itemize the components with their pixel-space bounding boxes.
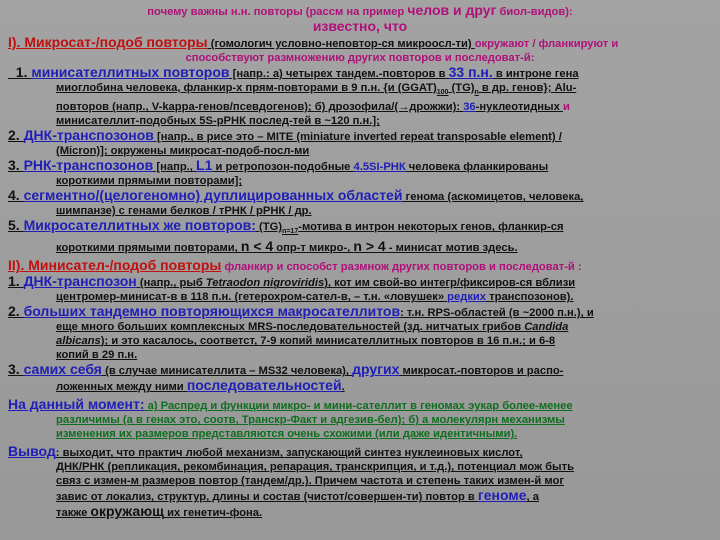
text-segment: ДНК-транспозонов <box>23 128 154 144</box>
text-line-v1 <box>8 444 712 460</box>
text-line-q3b <box>8 378 712 394</box>
text-line-s1 <box>8 35 712 51</box>
text-segment: и <box>562 101 570 114</box>
text-segment: почему важны н.н. повторы (рассм на пример <box>147 6 408 18</box>
text-line-q2b <box>8 320 712 334</box>
text-line-v1e <box>8 504 712 520</box>
text-segment: короткими прямыми повторами]; <box>56 175 243 188</box>
text-line-title2 <box>8 19 712 35</box>
text-segment: транспозонов). <box>486 291 574 304</box>
text-segment: других <box>352 362 400 378</box>
text-segment: . <box>341 381 345 394</box>
text-segment: 100 <box>436 89 449 97</box>
text-segment: и ретропозон-подобные <box>212 161 354 174</box>
text-segment: 3. <box>8 362 24 378</box>
text-segment: Микросателлитных же повторов: <box>23 218 256 234</box>
text-segment: 5. <box>8 218 24 234</box>
text-segment: II). Минисател-/подоб повторы <box>8 258 222 274</box>
text-line-m1c <box>8 427 712 441</box>
text-segment: геноме <box>477 488 527 504</box>
text-segment: n <box>474 89 479 97</box>
text-segment: известно, что <box>312 19 408 34</box>
text-segment: (TG) <box>448 82 475 94</box>
text-line-q3 <box>8 362 712 378</box>
text-line-q2 <box>8 304 712 320</box>
text-segment: 1. <box>8 274 24 290</box>
text-line-p2b <box>8 144 712 158</box>
text-segment: n=17 <box>282 228 299 236</box>
text-segment: ДНК-транспозон <box>23 274 137 290</box>
text-segment: ДНК/РНК (репликация, рекомбинация, репарация, транскрипция, и т.д.), потенциал мож быть <box>56 461 574 474</box>
text-segment: окружают / фланкируют и <box>474 38 619 50</box>
text-segment: копий в 29 п.н. <box>56 349 138 362</box>
text-segment: -нуклеотидных <box>475 101 563 114</box>
text-line-q1 <box>8 274 712 290</box>
text-line-q1b <box>8 290 712 304</box>
text-segment: микросат.-повторов и распо- <box>399 365 564 378</box>
text-line-p1b <box>8 81 712 100</box>
text-line-q2c <box>8 334 712 348</box>
text-line-v1c <box>8 474 712 488</box>
text-segment: миоглобина человека, фланкир-х прям-повторами в 9 п.н. {и (GGAT) <box>56 82 437 94</box>
text-segment: биол-видов): <box>496 6 573 18</box>
text-segment: связ с измен-м размеров повтор (тандем/др.). Причем частота и степень таких измен-й мог <box>56 475 565 488</box>
text-segment: -мотива в интрон некоторых генов, фланкир-ся <box>298 221 564 234</box>
text-line-s1b <box>8 51 712 65</box>
text-line-m1 <box>8 397 712 413</box>
text-segment: albicans <box>56 335 101 348</box>
text-segment: в интроне гена <box>492 68 579 80</box>
text-line-title1 <box>8 3 712 19</box>
text-segment: 2. <box>8 304 24 320</box>
text-segment: изменения их размеров представляются очень схожими (или даже идентичными). <box>56 428 518 441</box>
text-line-q2d <box>8 348 712 362</box>
text-segment: 2. <box>8 128 24 144</box>
text-segment: : т.н. RPS-областей (в ~2000 п.н.), и <box>400 307 594 320</box>
text-segment: Tetraodon nigroviridis <box>205 277 325 290</box>
text-line-p5 <box>8 218 712 239</box>
text-segment: I). Микросат-/подоб повторы <box>8 35 208 50</box>
text-segment: минисателлит-подобных 5S-рРНК послед-тей в ~120 п.н.]; <box>56 115 380 128</box>
text-segment: РНК-транспозонов <box>23 158 154 174</box>
text-segment: опр-т микро-, <box>273 242 354 255</box>
text-segment: n < 4 <box>240 239 274 255</box>
text-segment: Candida <box>524 321 569 334</box>
text-segment: а) Распред и функции микро- и мини-сателлит в геномах эукар более-менее <box>144 400 573 413</box>
text-line-p1 <box>8 65 712 81</box>
text-line-p3b <box>8 174 712 188</box>
text-segment: [напр., в рисе это – MITE (miniature inverted repeat transposable element) / <box>153 131 562 144</box>
text-segment: также <box>56 507 91 520</box>
text-segment: (гомологич условно-неповтор-ся микроосл-ти) <box>207 38 475 50</box>
text-segment: ); и это касалось, соответст, 7-9 копий минисателлитных повторов в 16 п.н.; и 6-8 <box>100 335 556 348</box>
text-segment: n > 4 <box>353 239 386 255</box>
text-segment: их генетич-фона. <box>163 507 263 520</box>
text-segment: (в случае минисателлита – MS32 человека), <box>101 365 353 378</box>
text-segment: способствуют размножению других повторов и последоват-й: <box>185 52 535 64</box>
text-line-v1b <box>8 460 712 474</box>
text-segment: (напр., рыб <box>136 277 206 290</box>
text-line-m1b <box>8 413 712 427</box>
text-segment: 3. <box>8 158 24 174</box>
text-segment: различимы (а в генах это, соотв, Транскр-Факт и адгезив-бел); б) а молекулярн механизмы <box>56 414 565 427</box>
text-segment: _1. <box>8 65 32 80</box>
text-segment: редких <box>447 291 487 304</box>
text-line-p4 <box>8 188 712 204</box>
text-segment: короткими прямыми повторами, <box>56 242 241 255</box>
text-segment: 36 <box>463 101 476 114</box>
text-segment: [напр.: а) четырех тандем.-повторов в <box>229 68 449 80</box>
text-segment: ложенных между ними <box>56 381 187 394</box>
text-segment: в др. генов}; Alu- <box>478 82 577 94</box>
text-segment: окружающ <box>90 504 164 520</box>
text-segment: На данный момент: <box>8 397 145 413</box>
text-line-p1c <box>8 100 712 114</box>
text-segment: шимпанзе) с генами белков / тРНК / рРНК / др. <box>56 205 312 218</box>
text-line-p3 <box>8 158 712 174</box>
text-segment: (TG) <box>255 221 283 234</box>
text-segment: 33 п.н. <box>448 65 493 80</box>
text-segment: 4.5SI-РНК <box>353 161 406 174</box>
text-segment: центромер-минисат-в в 118 п.н. (гетерохром-сател-в, – т.н. «ловушек» <box>56 291 448 304</box>
text-segment: L1 <box>196 158 213 174</box>
text-segment: самих себя <box>23 362 102 378</box>
text-segment: фланкир и способст размнож других повторов и последоват-й : <box>221 261 582 274</box>
text-segment: [напр., <box>153 161 197 174</box>
text-line-v1d <box>8 488 712 504</box>
text-segment: ), кот им свой-во интегр/фиксиров-ся вблизи <box>324 277 576 290</box>
text-line-p4b <box>8 204 712 218</box>
text-segment: человека фланкированы <box>405 161 549 174</box>
text-line-s2 <box>8 258 712 274</box>
text-segment: : выходит, что практич любой механизм, запускающий синтез нуклеиновых кислот, <box>55 447 523 460</box>
text-segment: повторов (напр., V-kappa-генов/псевдогенов); б) дрозофила/(→дрожжи): <box>56 101 464 114</box>
text-segment: минисателлитных повторов <box>31 65 230 80</box>
text-segment: (Micron)]; окружены микросат-подоб-посл-ми <box>56 145 310 158</box>
text-segment: больших тандемно повторяющихся макросателлитов <box>23 304 401 320</box>
text-line-p1d <box>8 114 712 128</box>
text-segment: сегментно/(целогеномно) дуплицированных областей <box>23 188 403 204</box>
text-segment: генома (аскомицетов, человека, <box>402 191 584 204</box>
text-segment: еще много больших комплексных MRS-последовательностей (зд. нитчатых грибов <box>56 321 525 334</box>
text-line-p2 <box>8 128 712 144</box>
text-segment: , а <box>526 491 539 504</box>
text-segment: челов и друг <box>407 3 497 18</box>
text-segment: - минисат мотив здесь. <box>385 242 518 255</box>
text-segment: 4. <box>8 188 24 204</box>
text-segment: последовательностей <box>186 378 342 394</box>
text-segment: завис от локализ, структур, длины и состав (чистот/совершен-ти) повтор в <box>56 491 478 504</box>
text-segment: Вывод <box>8 444 56 460</box>
text-line-p5b <box>8 239 712 255</box>
